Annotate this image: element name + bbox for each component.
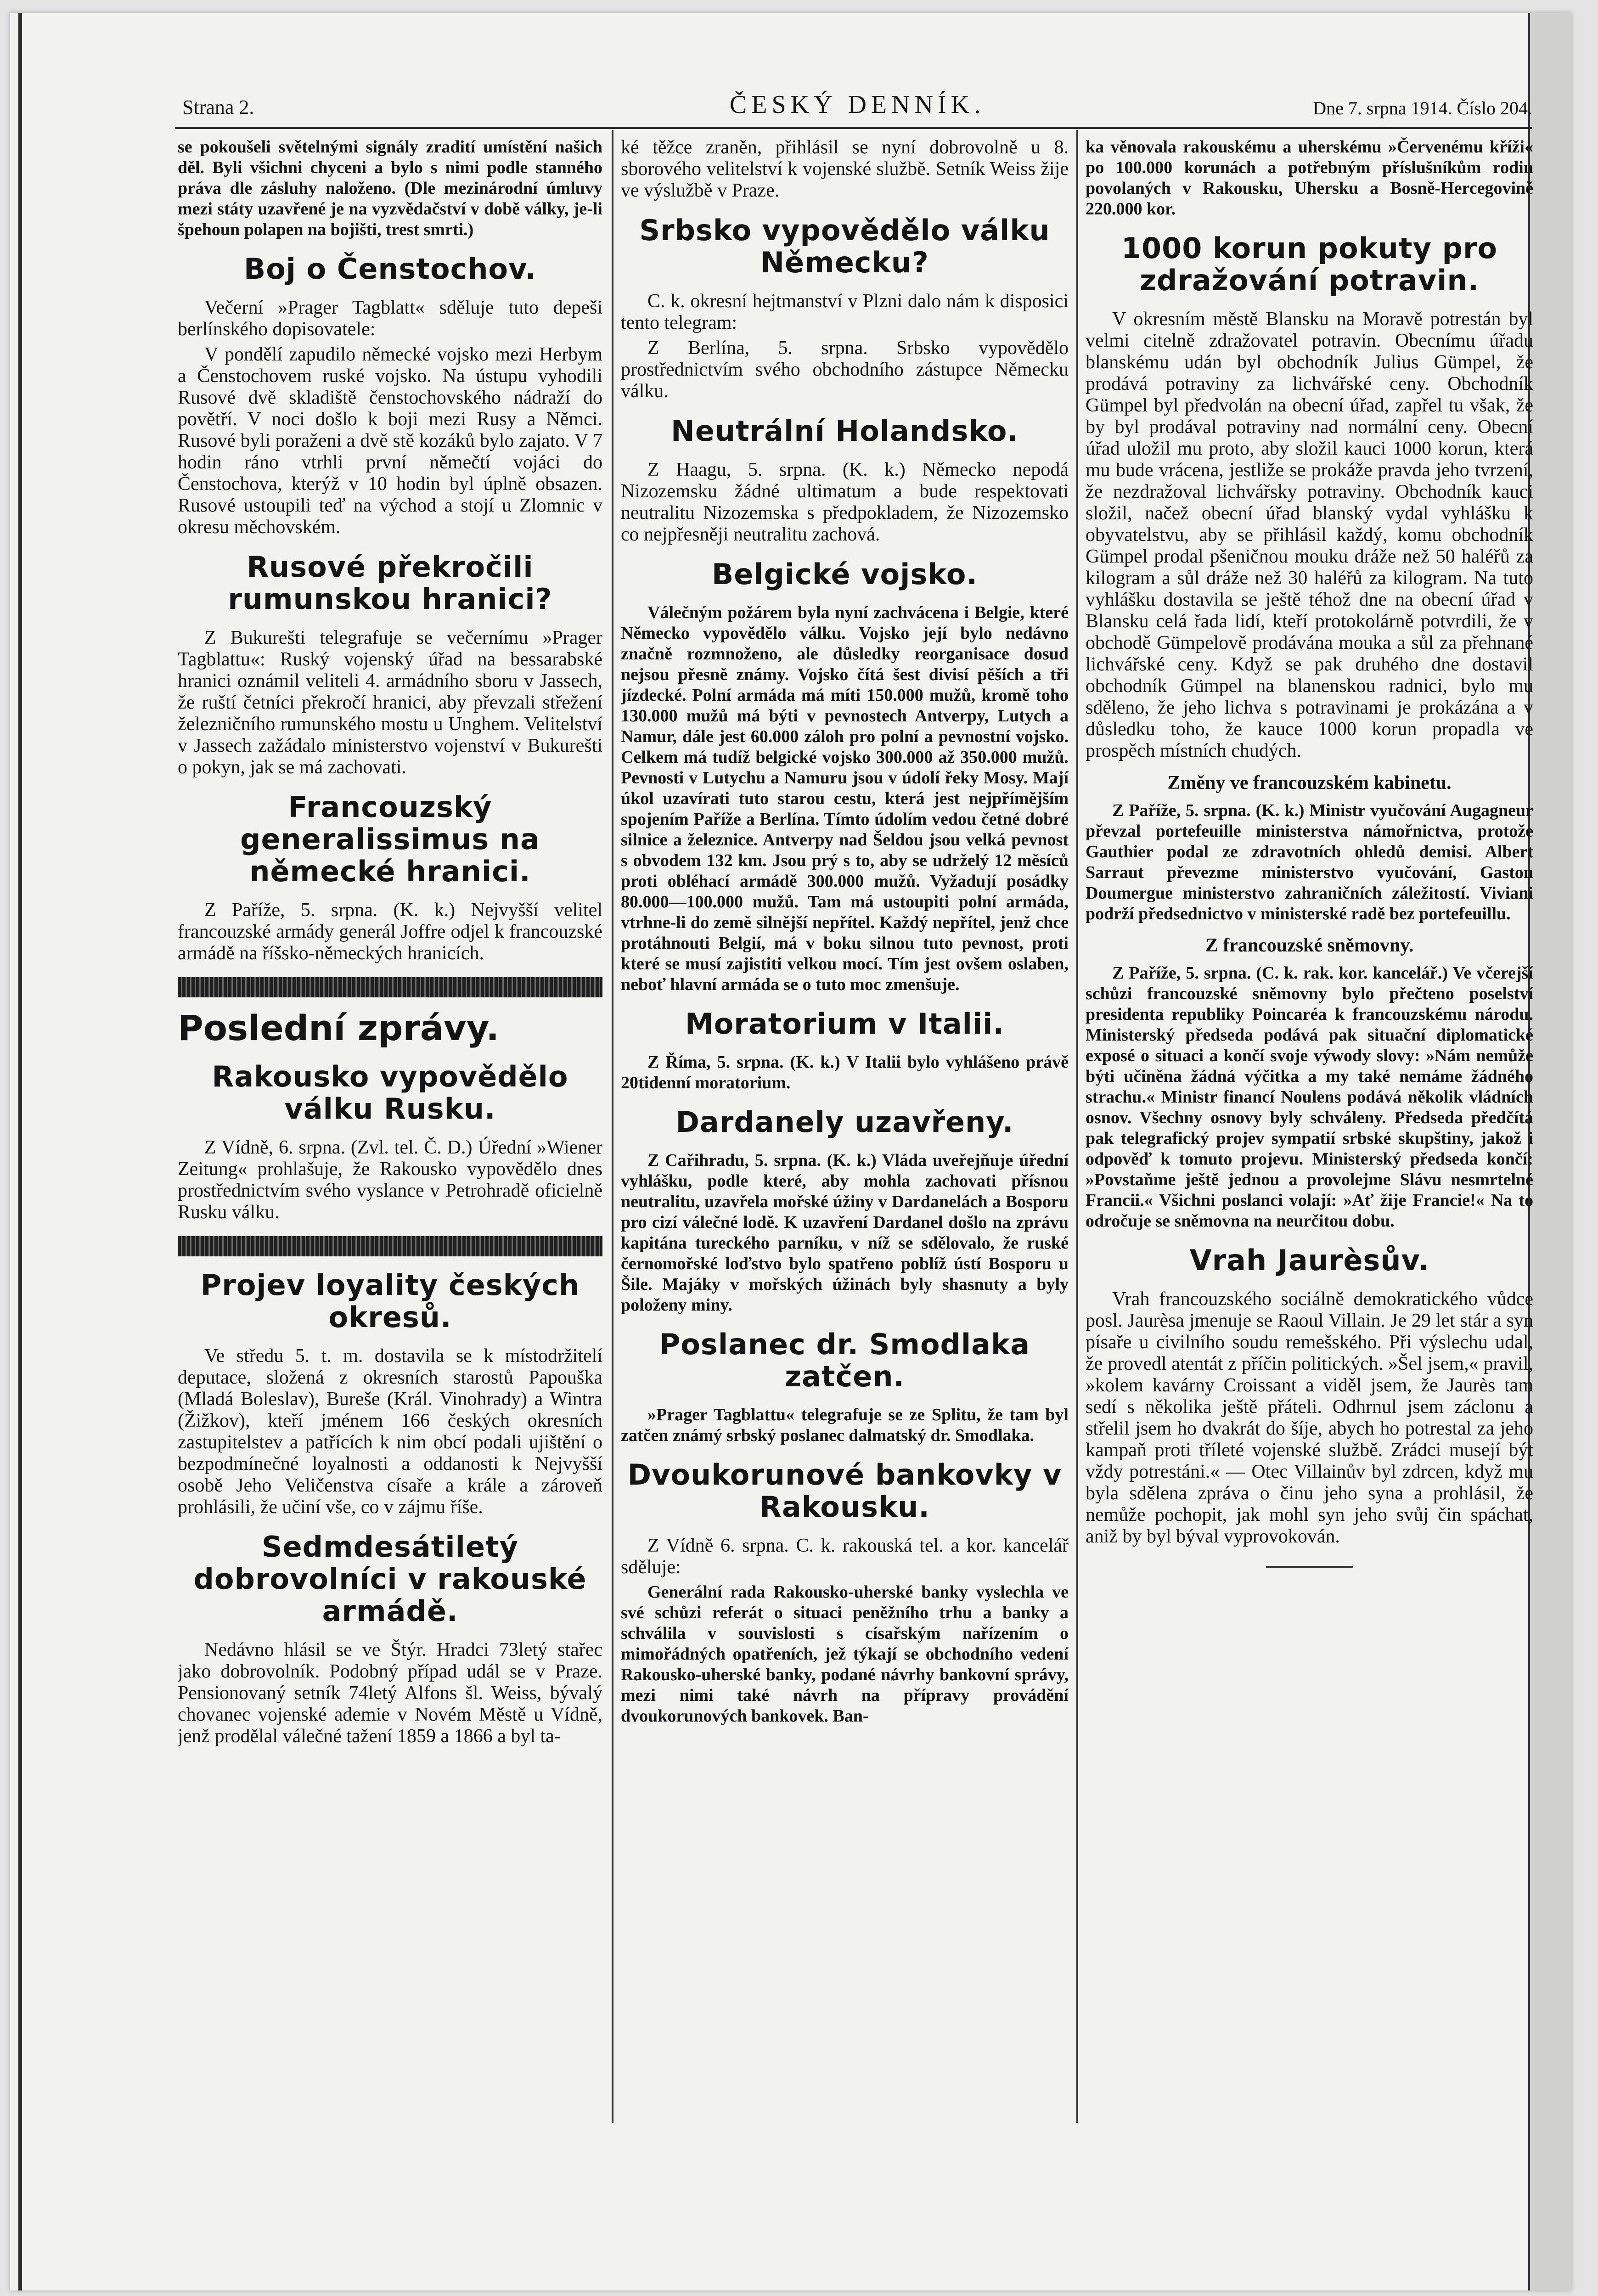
article-paragraph: Z Bukurešti telegrafuje se večernímu »Prager Tagblattu«: Ruský vojenský úřad na bessarabské hranici oznámil veliteli 4. armádního sboru v Jassech, že ruští četníci překročí hranici, aby převzali střežení železničního rumunského mostu u Unghem. Velitelství v Jassech zažádalo ministerstvo vojenství v Bukurešti o pokyn, jak se má zachovati. bbox=[178, 627, 602, 778]
article-paragraph: Z Cařihradu, 5. srpna. (K. k.) Vláda uveřejňuje úřední vyhlášku, podle které, aby mohla zachovati přísnou neutralitu, uzavřela mořské úžiny v Dardanelách a Bosporu pro cizí válečné lodě. K uzavření Dardanel došlo na zprávu kapitána tureckého parníku, v níž se sdělovalo, že ruské černomořské loďstvo bylo spatřeno poblíž ústí Bosporu u Šile. Majáky v mořských úžinách byly shasnuty a byly položeny miny. bbox=[621, 1151, 1069, 1315]
article-end-rule bbox=[1266, 1566, 1353, 1568]
newspaper-page bbox=[10, 13, 1571, 2290]
newspaper-title: ČESKÝ DENNÍK. bbox=[729, 90, 985, 119]
article-paragraph: Večerní »Prager Tagblatt« sděluje tuto depeši berlínského dopisovatele: bbox=[178, 297, 602, 340]
article-paragraph: Ve středu 5. t. m. dostavila se k místodržitelí deputace, složená z okresních starostů Papouška (Mladá Boleslav), Bureše (Král. Vinohrady) a Wintra (Žižkov), kteří jménem 166 českých okresních zastupitelstev a patřících k nim obcí podali ujištění o bezpodmínečné loyalnosti a oddanosti k Nejvyšší osobě Jeho Veličenstva císaře a krále a zároveň prohlásili, že učiní vše, co v zájmu říše. bbox=[178, 1345, 602, 1518]
article-paragraph: Válečným požárem byla nyní zachvácena i Belgie, které Německo vypovědělo válku. Vojsko její bylo nedávno značně rozmnoženo, ale důsledky reorganisace dosud nejsou přesně známy. Vojsko čítá šest divisí pěších a tři jízdecké. Polní armáda má míti 150.000 mužů, kromě toho 130.000 mužů má býti v pevnostech Antverpy, Lutych a Namur, dále jest 60.000 záloh pro polní a pevnostní vojsko. Celkem má tudíž belgické vojsko 300.000 až 350.000 mužů. Pevnosti v Lutychu a Namuru jsou v údolí řeky Mosy. Mají úkol uzavírati tuto starou cestu, která jest nejpřímějším spojením Paříže a Berlína. Tímto údolím vedou četné dobré silnice a železnice. Antverpy nad Šeldou jsou velká pevnost s obvodem 132 km. Jsou prý s to, aby se udrželý 12 měsíců proti obléhací armádě 300.000 mužů. Vyžadují posádky 80.000—100.000 mužů. Tam má ustoupiti polní armáda, vtrhne-li do země silnější nepřítel. Každý nepřítel, jenž chce protáhnouti Belgií, má v boku silnou tuto pevnost, proti které se musí zajistiti velkou mocí. Tím jest ovšem oslaben, neboť hlavní armáda se o tuto moc zmenšuje. bbox=[621, 603, 1069, 994]
article-continuation: se pokoušeli světelnými signály zradití umístění našich děl. Byli všichni chyceni a bylo s nimi podle stanného práva dle zásluhy naloženo. (Dle mezinárodní úmluvy mezi státy uzavřené je na vyzvědačství v době války, je-li špehoun polapen na bojišti, trest smrti.) bbox=[178, 137, 602, 239]
section-title-posledni-zpravy: Poslední zprávy. bbox=[178, 1007, 500, 1048]
article-paragraph: Generální rada Rakousko-uherské banky vyslechla ve své schůzi referát o situaci peněžního trhu a banky a schválila v souvislosti s císařským nařízením o mimořádných opatřeních, jež týkají se obchodního vedení Rakousko-uherské banky, podané návrhy bankovní správy, mezi nimi také návrh na přípravy provádění dvoukorunových bankovek. Ban- bbox=[621, 1582, 1069, 1726]
headline-sedmdesatileti-dobrovolnici: Sedmdesátiletý dobrovolníci v rakouské armádě. bbox=[193, 1530, 587, 1628]
headline-boj-o-censtochov: Boj o Čenstochov. bbox=[243, 252, 537, 286]
headline-rakousko-rusko: Rakousko vypovědělo válku Rusku. bbox=[212, 1060, 568, 1125]
column-2 bbox=[621, 137, 1069, 2121]
page-number: Strana 2. bbox=[182, 96, 254, 118]
subheadline-francouzsky-kabinet: Změny ve francouzském kabinetu. bbox=[1167, 772, 1452, 793]
scan-right-edge bbox=[1528, 13, 1571, 2290]
article-paragraph: Z Vídně, 6. srpna. (Zvl. tel. Č. D.) Úřední »Wiener Zeitung« prohlašuje, že Rakousko vypovědělo dnes prostřednictvím svého vyslance v Petrohradě oficielně Rusku válku. bbox=[178, 1137, 602, 1223]
headline-srbsko-nemecko: Srbsko vypovědělo válku Německu? bbox=[639, 214, 1050, 279]
column-divider-1 bbox=[612, 130, 613, 2123]
headline-neutralni-holandsko: Neutrální Holandsko. bbox=[670, 414, 1019, 448]
article-paragraph: V okresním městě Blansku na Moravě potrestán byl velmi citelně zdražovatel potravin. Obecnímu úřadu blanskému udán byl obchodník Julius Gümpel, že prodává potraviny za lichvářské ceny. Obchodník Gümpel byl předvolán na obecní úřad, zapřel tu však, že by byl prodával potraviny nad normální ceny. Obecní úřad uložil mu proto, aby složil kauci 1000 korun, která mu bude vrácena, jestliže se prokáže pravda jeho tvrzení, že nezdražoval lichvářsky potraviny. Obchodník kauci složil, načež obecní úřad blanský vydal vyhlášku k obyvatelstvu, aby se přihlásil každý, komu obchodník Gümpel prodal pšeničnou mouku dráže než 50 haléřů za kilogram a sůl dráže než 30 haléřů za kilogram. Na tuto vyhlášku dostavila se ještě téhož dne na obecní úřad v Blansku celá řada lidí, kteří protokolárně potvrdili, že v obchodě Gümpelově prodávána mouka a sůl za přehnané lichvářské ceny. Když se pak druhého dne dostavil obchodník Gümpel na blanenskou radnici, bylo mu sděleno, že jeho lichva s potravinami je prokázána a v důsledku toho, že kauce 1000 korun propadla ve prospěch místních chudých. bbox=[1086, 309, 1533, 761]
section-divider-band bbox=[178, 977, 602, 997]
column-divider-2 bbox=[1076, 130, 1078, 2123]
article-paragraph: Z Berlína, 5. srpna. Srbsko vypovědělo prostřednictvím svého obchodního zástupce Německu válku. bbox=[621, 338, 1069, 402]
article-paragraph: »Prager Tagblattu« telegrafuje se ze Splitu, že tam byl zatčen známý srbský poslanec dalmatský dr. Smodlaka. bbox=[621, 1405, 1069, 1445]
column-3 bbox=[1086, 137, 1533, 2121]
header-rule bbox=[175, 127, 1532, 129]
page-header bbox=[182, 82, 1532, 118]
article-paragraph: Z Paříže, 5. srpna. (K. k.) Nejvyšší velitel francouzské armády generál Joffre odjel k francouzské armádě na říšsko-německých hranicích. bbox=[178, 900, 602, 964]
article-paragraph: Z Paříže, 5. srpna. (C. k. rak. kor. kancelář.) Ve včerejší schůzi francouzské sněmovny bylo přečteno poselství presidenta republiky Poincaréa k francouzskému národu. Ministerský předseda podává pak situační diplomatické exposé o situaci a končí svoje výwody slovy: »Nám nemůže býti učiněna žádná výčitka a my také nemáme žádného strachu.« Ministr financí Noulens podává několik vládních osnov. Všechny osnovy byly schváleny. Předseda předčítá pak telegrafický projev sympatií srbské skupštiny, jakož i odpověď k tomuto projevu. Ministerský předseda končí: »Povstaňme ještě jednou a provolejme Slávu nesmrtelné Francii.« Všichni poslanci volají: »Ať žije Francie!« Na to odročuje se sněmovna na neurčitou dobu. bbox=[1086, 963, 1533, 1231]
headline-dardanely: Dardanely uzavřeny. bbox=[675, 1105, 1014, 1139]
article-paragraph: Z Haagu, 5. srpna. (K. k.) Německo nepodá Nizozemsku žádné ultimatum a bude respektovati neutralitu Nizozemska s předpokladem, že Nizozemsko co nejpřesněji neutralitu zachová. bbox=[621, 459, 1069, 545]
scan-left-edge bbox=[18, 13, 22, 2290]
headline-belgicke-vojsko: Belgické vojsko. bbox=[711, 557, 978, 591]
article-paragraph: C. k. okresní hejtmanství v Plzni dalo nám k disposici tento telegram: bbox=[621, 291, 1069, 333]
article-paragraph: Vrah francouzského sociálně demokratického vůdce posl. Jaurèsa jmenuje se Raoul Villain. Je 29 let stár a syn písaře u civilního soudu remešského. Při výslechu udal, že provedl atentát z příčin politických. »Šel jsem,« pravil, »kolem kavárny Croissant a viděl jsem, že Jaurès tam sedí s několika ještě přáteli. Odhrnul jsem záclonu a střelil jsem ho dvakrát do šíje, abych ho potrestal za jeho kampaň proti tříleté vojenské službě. Zrádci musejí být vždy potrestáni.« — Otec Villainův byl zdrcen, když mu byla sdělena zpráva o činu jeho syna a prohlásil, že nemůže pochopit, jak mohl syn jeho svůj čin spáchat, aniž by byl býval vyprovokován. bbox=[1086, 1289, 1533, 1547]
headline-pokuty-potraviny: 1000 korun pokuty pro zdražování potravin. bbox=[1121, 231, 1498, 297]
article-paragraph: Z Říma, 5. srpna. (K. k.) V Italii bylo vyhlášeno právě 20tidenní moratorium. bbox=[621, 1052, 1069, 1092]
article-paragraph: Z Vídně 6. srpna. C. k. rakouská tel. a kor. kancelář sděluje: bbox=[621, 1535, 1069, 1578]
issue-date: Dne 7. srpna 1914. Číslo 204. bbox=[1313, 98, 1532, 118]
column-1 bbox=[178, 137, 602, 2121]
article-paragraph: Z Paříže, 5. srpna. (K. k.) Ministr vyučování Augagneur převzal portefeuille ministerstva námořnictva, protože Gauthier podal ze zdravotních ohledů demisi. Albert Sarraut převezme ministerstvo vyučování, Gaston Doumergue ministerstvo zahraničních záležitostí. Viviani podrží předsednictvo v ministerské radě bez portefeuillu. bbox=[1086, 801, 1533, 923]
article-paragraph: V pondělí zapudilo německé vojsko mezi Herbym a Čenstochovem ruské vojsko. Na ústupu vyhodili Rusové dvě skladiště čenstochovského nádraží do povětří. V noci došlo k boji mezi Rusy a Němci. Rusové byli poraženi a dvě stě kozáků bylo zajato. V 7 hodin ráno vtrhli první němečtí vojáci do Čenstochova, kterýž v 10 hodin byl úplně obsazen. Rusové ustoupili teď na východ a stojí u Zlomnic v okresu měchovském. bbox=[178, 344, 602, 538]
headline-smodlaka: Poslanec dr. Smodlaka zatčen. bbox=[659, 1328, 1030, 1393]
headline-rusove-rumunsko: Rusové překročili rumunskou hranici? bbox=[228, 550, 552, 616]
article-paragraph: Nedávno hlásil se ve Štýr. Hradci 73letý stařec jako dobrovolník. Podobný případ udál se v Praze. Pensionovaný setník 74letý Alfons šl. Weiss, bývalý chovanec vojenské ademie v Novém Městě u Vídně, jenž prodělal válečné tažení 1859 a 1866 a byl ta- bbox=[178, 1639, 602, 1747]
headline-francouzsky-generalissimus: Francouzský generalissimus na německé hranici. bbox=[240, 790, 540, 888]
headline-projev-loyality: Projev loyality českých okresů. bbox=[200, 1268, 580, 1334]
section-divider-band bbox=[178, 1236, 602, 1256]
article-continuation: ké těžce zraněn, přihlásil se nyní dobrovolně u 8. sborového velitelství k vojenské službě. Setník Weiss žije ve výslužbě v Praze. bbox=[621, 137, 1069, 201]
article-continuation: ka věnovala rakouskému a uherskému »Červenému kříži« po 100.000 korunách a potřebným příslušníkům rodin povolaných v Rakousku, Uhersku a Bosně-Hercegovině 220.000 kor. bbox=[1086, 137, 1533, 219]
headline-moratorium-italie: Moratorium v Italii. bbox=[685, 1007, 1004, 1041]
subheadline-francouzska-snemovna: Z francouzské sněmovny. bbox=[1205, 935, 1414, 956]
headline-vrah-jauresuv: Vrah Jaurèsův. bbox=[1189, 1244, 1429, 1277]
headline-dvoukorunove-bankovky: Dvoukorunové bankovky v Rakousku. bbox=[627, 1458, 1062, 1524]
